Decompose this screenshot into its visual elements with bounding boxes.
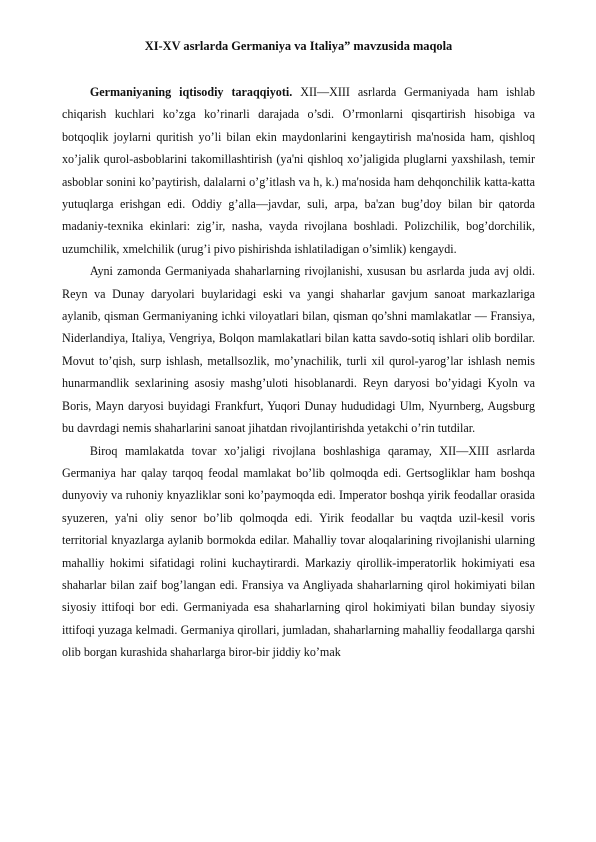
document-title: XI-XV asrlarda Germaniya va Italiya” mavzusida maqola	[144, 39, 453, 53]
paragraph-body: Biroq mamlakatda tovar xo’jaligi rivojlana boshlashiga qaramay, XII—XIII asrlarda Germaniya har qalay tarqoq feodal mamlakat bo’lib qolmoqda edi. Gertsogliklar ham boshqa dunyoviy va ruhoniy knyazliklar soni ko’paymoqda edi. Imperator boshqa yirik feodallar orasida syuzeren, ya'ni oliy senor bo’lib qolmoqda edi. Yirik feodallar bu vaqtda uzil-kesil voris territorial knyazlarga aylanib bormokda edilar. Mahalliy tovar aloqalarining rivojlanishi ularning mahalliy hokimi sifatidagi rolini kuchaytirardi. Markaziy qirollik-imperatorlik hokimiyati esa shaharlar bilan zaif bog’langan edi. Fransiya va Angliyada shaharlarning qirol hokimiyati bilan siyosiy ittifoqi bor edi. Germaniyada esa shaharlarning qirol hokimiyati bilan bunday siyosiy ittifoqi yuzaga kelmadi. Germaniya qirollari, jumladan, shaharlarning mahalliy feodallarga qarshi olib borgan kurashida shaharlarga biror-bir jiddiy ko’mak	[62, 443, 535, 660]
paragraph-body: XII—XIII asrlarda Germaniyada ham ishlab chiqarish kuchlari ko’zga ko’rinarli darajada o’sdi. O’rmonlarni qisqartirish hisobiga va botqoqlik joylarni quritish yo’li bilan ekin maydonlarini kengaytirish ma'nosida ham, qishloq xo’jalik qurol-asboblarini takomillashtirish (ya'ni qishloq xo’jaligida pluglarni yaxshilash, temir asboblar sonini ko’paytirish, dalalarni o’g’itlash va h, k.) ma'nosida ham dehqonchilik katta-katta yutuqlarga erishgan edi. Oddiy g’alla—javdar, suli, arpa, ba'zan bug’doy bilan bir qatorda madaniy-texnika ekinlari: zig’ir, nasha, vayda rivojlana boshladi. Polizchilik, bog’dorchilik, uzumchilik, xmelchilik (urug’i pivo pishirishda ishlatiladigan o’simlik) kengaydi.	[62, 85, 535, 256]
paragraph-feudal-fragmentation	[62, 440, 535, 664]
document-page	[62, 38, 535, 664]
paragraph-economic-development	[62, 81, 535, 260]
paragraph-cities-development	[62, 260, 535, 439]
paragraph-body: Ayni zamonda Germaniyada shaharlarning rivojlanishi, xususan bu asrlarda juda avj oldi. Reyn va Dunay daryolari buylaridagi eski va yangi shaharlar gavjum sanoat markazlariga aylanib, qisman Germaniyaning ichki viloyatlari bilan, qisman qo’shni mamlakatlar — Fransiya, Niderlandiya, Italiya, Vengriya, Bolqon mamlakatlari bilan katta savdo-sotiq ishlari olib bordilar. Movut to’qish, surp ishlash, metallsozlik, mo’ynachilik, turli xil qurol-yarog’lar ishlash nemis hunarmandlik sexlarining asosiy mashg’uloti hisoblanardi. Reyn daryosi bo’yidagi Kyoln va Boris, Mayn daryosi buyidagi Frankfurt, Yuqori Dunay hududidagi Ulm, Nyurnberg, Augsburg bu davrdagi nemis shaharlarini sanoat jihatdan rivojlantirishda yetakchi o’rin tutdilar.	[62, 264, 535, 436]
paragraph-lead-heading: Germaniyaning iqtisodiy taraqqiyoti.	[89, 85, 293, 99]
